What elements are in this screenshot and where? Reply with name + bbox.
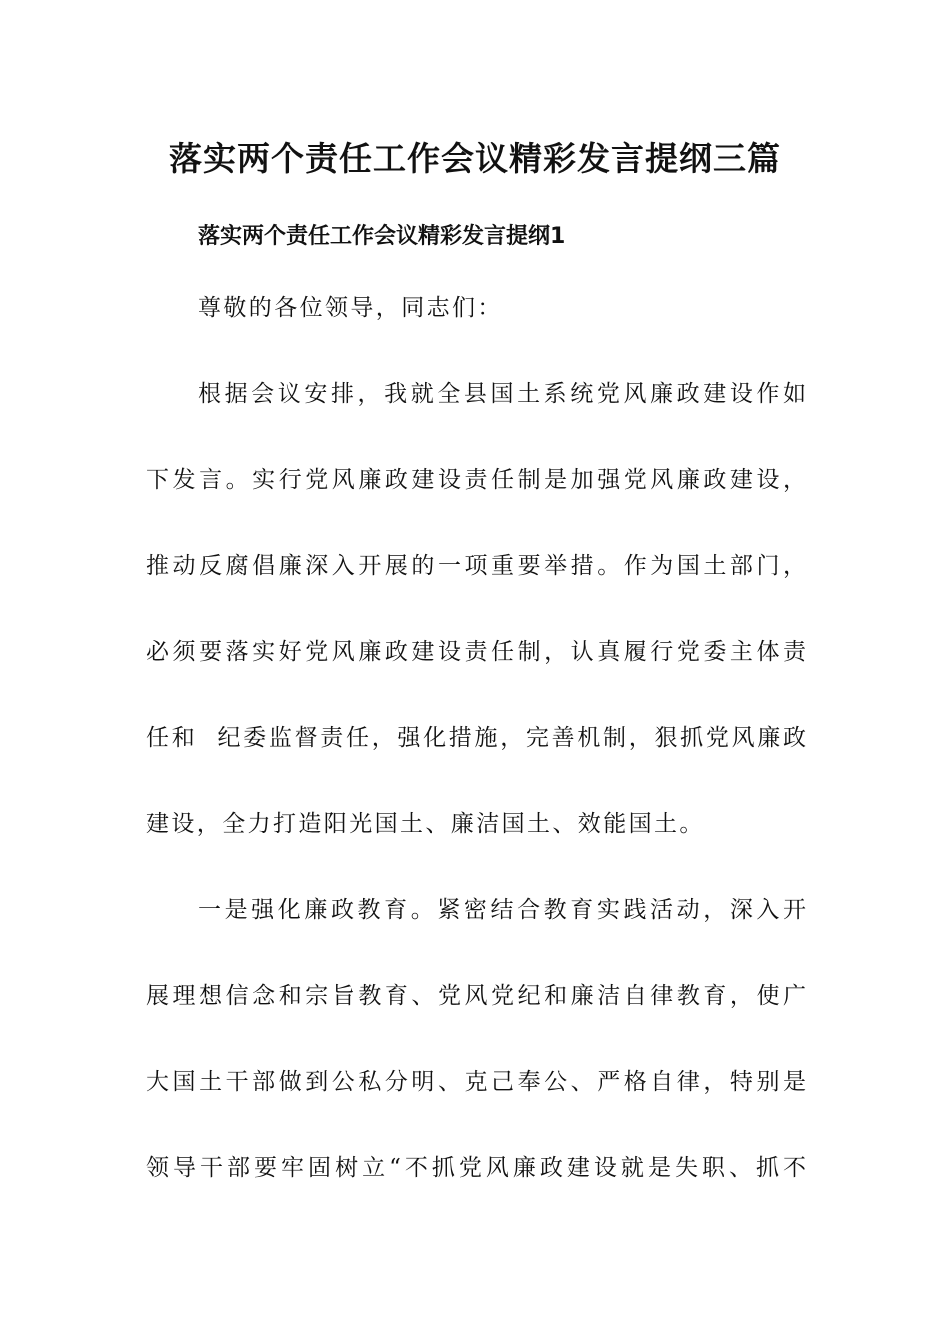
paragraph-line: 推动反腐倡廉深入开展的一项重要举措。作为国土部门， — [146, 553, 806, 579]
paragraph-line: 下发言。实行党风廉政建设责任制是加强党风廉政建设， — [146, 467, 806, 493]
paragraph-line: 建设，全力打造阳光国土、廉洁国土、效能国土。 — [146, 811, 705, 837]
paragraph-line: 任和 纪委监督责任，强化措施，完善机制，狠抓党风廉政 — [146, 725, 806, 751]
paragraph-line: 领导干部要牢固树立“不抓党风廉政建设就是失职、抓不 — [146, 1155, 806, 1181]
document-title: 落实两个责任工作会议精彩发言提纲三篇 — [169, 139, 781, 178]
paragraph-line: 必须要落实好党风廉政建设责任制，认真履行党委主体责 — [146, 639, 806, 665]
paragraph-line: 展理想信念和宗旨教育、党风党纪和廉洁自律教育，使广 — [146, 983, 806, 1009]
paragraph-line: 一是强化廉政教育。紧密结合教育实践活动，深入开 — [198, 897, 806, 923]
paragraph-line: 大国土干部做到公私分明、克己奉公、严格自律，特别是 — [146, 1069, 806, 1095]
paragraph-line: 根据会议安排，我就全县国土系统党风廉政建设作如 — [198, 381, 806, 407]
section-heading: 落实两个责任工作会议精彩发言提纲1 — [198, 224, 566, 249]
salutation: 尊敬的各位领导，同志们： — [198, 295, 503, 321]
